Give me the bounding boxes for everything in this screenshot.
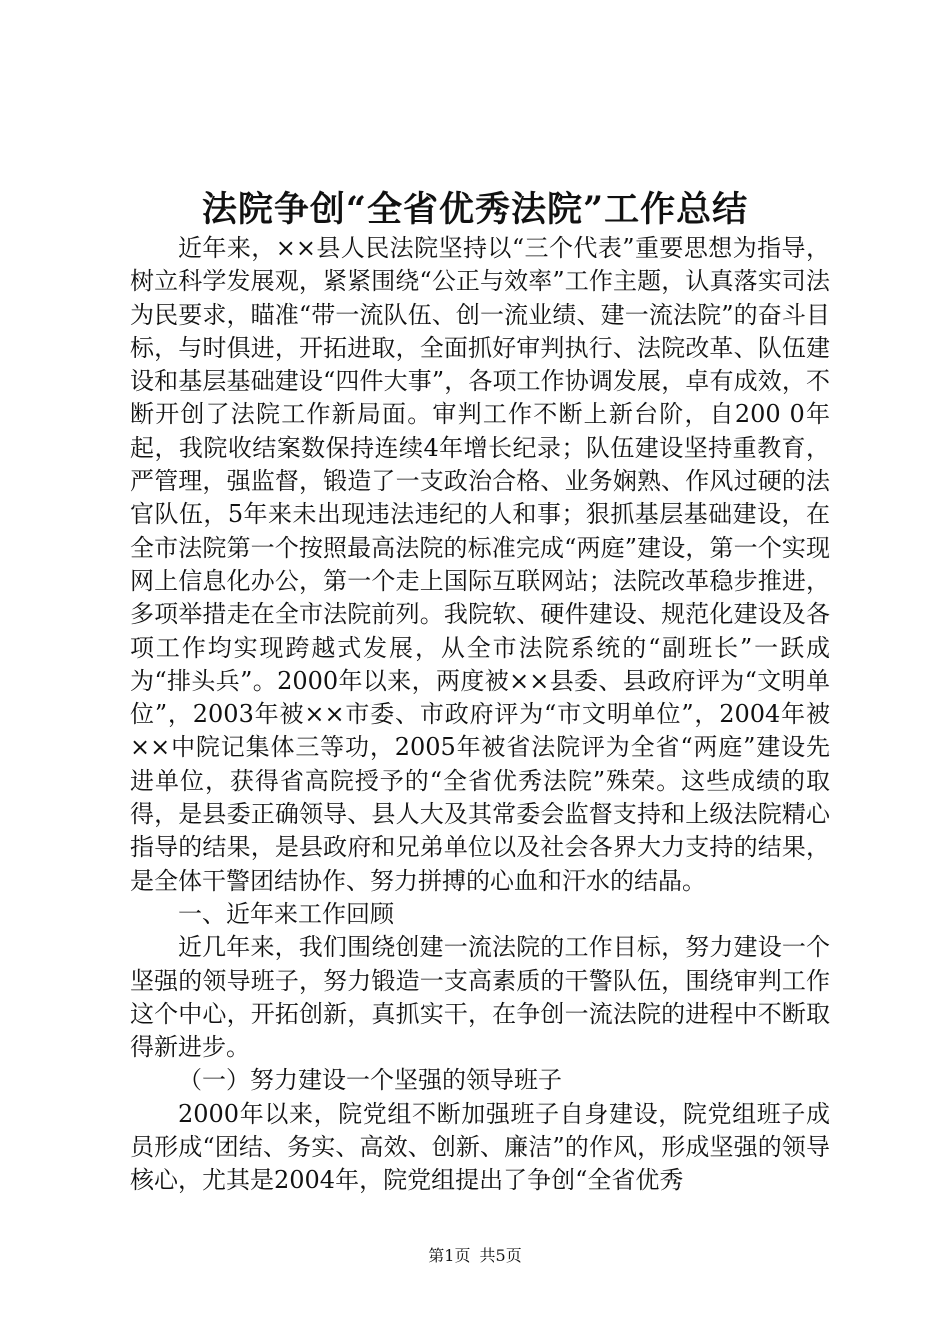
page-number: 第1页 (428, 1246, 471, 1265)
document-body (130, 232, 830, 1198)
document-title: 法院争创“全省优秀法院”工作总结 (201, 189, 749, 230)
paragraph-intro: 近年来，××县人民法院坚持以“三个代表”重要思想为指导，树立科学发展观，紧紧围绕“公正与效率”工作主题，认真落实司法为民要求，瞄准“带一流队伍、创一流业绩、建一流法院”的奋斗目标，与时俱进，开拓进取，全面抓好审判执行、法院改革、队伍建设和基层基础建设“四件大事”，各项工作协调发展，卓有成效，不断开创了法院工作新局面。审判工作不断上新台阶，自200 0年起，我院收结案数保持连续4年增长纪录；队伍建设坚持重教育，严管理，强监督，锻造了一支政治合格、业务娴熟、作风过硬的法官队伍，5年来未出现违法违纪的人和事；狠抓基层基础建设，在全市法院第一个按照最高法院的标准完成“两庭”建设，第一个实现网上信息化办公，第一个走上国际互联网站；法院改革稳步推进，多项举措走在全市法院前列。我院软、硬件建设、规范化建设及各项工作均实现跨越式发展，从全市法院系统的“副班长”一跃成为“排头兵”。2000年以来，两度被××县委、县政府评为“文明单位”，2003年被××市委、市政府评为“市文明单位”，2004年被××中院记集体三等功，2005年被省法院评为全省“两庭”建设先进单位，获得省高院授予的“全省优秀法院”殊荣。这些成绩的取得，是县委正确领导、县人大及其常委会监督支持和上级法院精心指导的结果，是县政府和兄弟单位以及社会各界大力支持的结果，是全体干警团结协作、努力拼搏的心血和汗水的结晶。 (130, 234, 830, 895)
paragraph-leadership: 2000年以来，院党组不断加强班子自身建设，院党组班子成员形成“团结、务实、高效、创新、廉洁”的作风，形成坚强的领导核心，尤其是2004年，院党组提出了争创“全省优秀 (130, 1099, 830, 1195)
section-heading-1: 一、近年来工作回顾 (178, 899, 394, 928)
paragraph-review: 近几年来，我们围绕创建一流法院的工作目标，努力建设一个坚强的领导班子，努力锻造一支高素质的干警队伍，围绕审判工作这个中心，开拓创新，真抓实干，在争创一流法院的进程中不断取得新进步。 (130, 933, 830, 1062)
subsection-heading-1: （一）努力建设一个坚强的领导班子 (178, 1066, 562, 1095)
page-total: 共5页 (479, 1246, 522, 1265)
page-footer (0, 1245, 950, 1267)
